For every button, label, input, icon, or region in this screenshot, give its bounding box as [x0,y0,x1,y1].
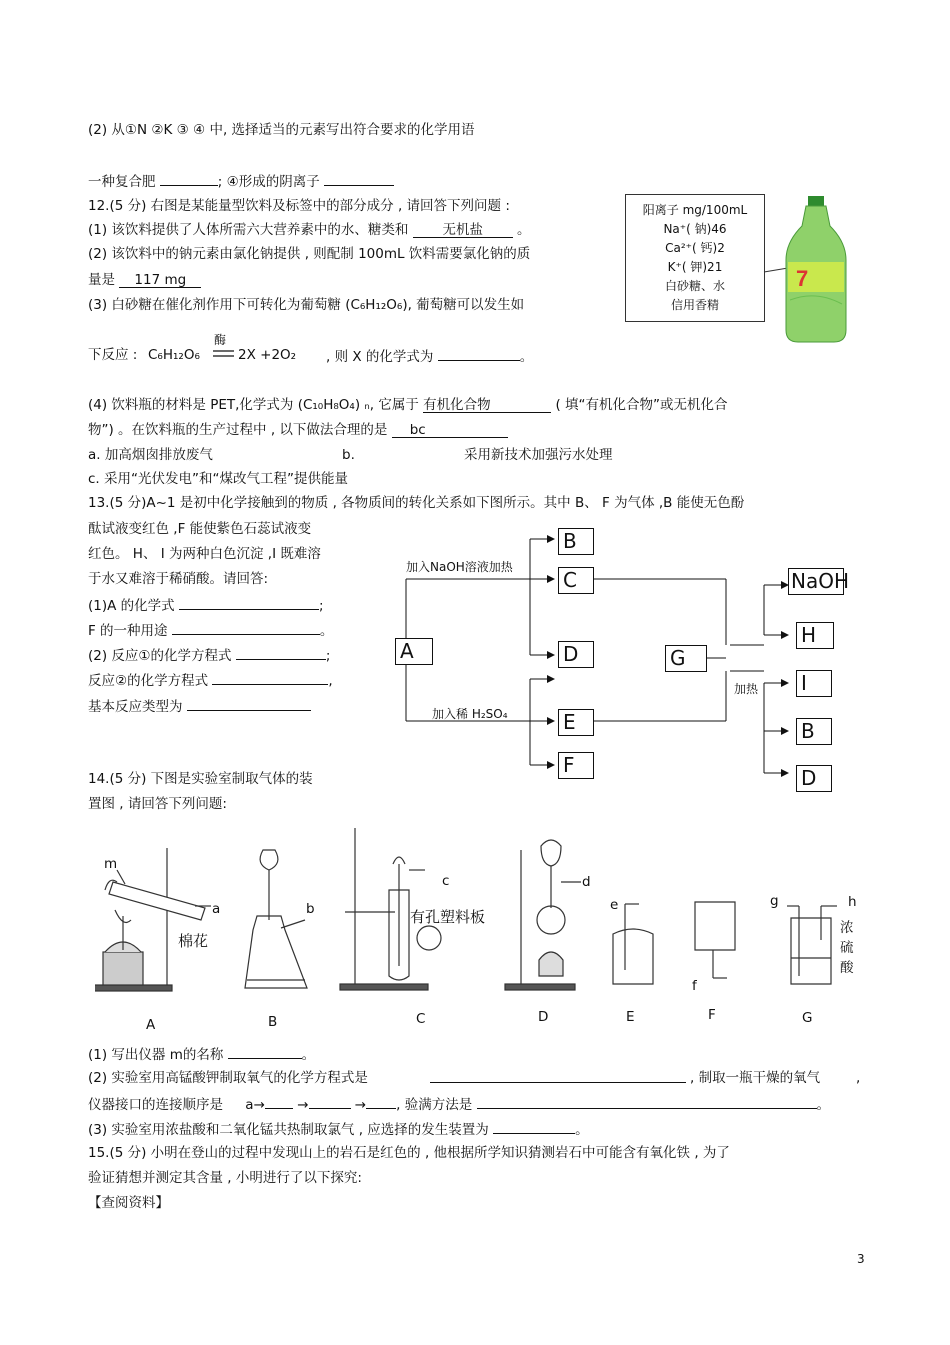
q12-p4-answer: 有机化合物 [423,396,551,413]
q14-head1: 14.(5 分) 下图是实验室制取气体的装 [88,771,313,787]
q12-p4b: ( 填“有机化合物”或无机化合 [555,397,728,413]
q12-p4c: 物”) 。在饮料瓶的生产过程中 , 以下做法合理的是 [88,422,388,438]
q12-p4a: (4) 饮料瓶的材料是 PET,化学式为 (C₁₀H₈O₄) ₙ, 它属于 [88,397,419,413]
q13-q1b-text: F 的一种用途 [88,623,168,639]
q12-p1 [88,221,531,239]
label-line: Na⁺( 钠)46 [663,222,727,236]
node-B: B [558,528,594,555]
blank [228,1044,302,1059]
q13-l3: 红色。 H、 I 为两种白色沉淀 ,I 既难溶 [88,546,321,562]
q14-p1-text: (1) 写出仪器 m的名称 [88,1047,224,1063]
q12-p3c [326,346,533,366]
q13-q2c [88,696,311,716]
enzyme-condition: 酶 [214,333,227,347]
node-H: H [796,622,834,649]
q14-p2c: 仪器接口的连接顺序是 [88,1097,223,1113]
apparatus-F [695,902,735,978]
q13-q2a-text: (2) 反应①的化学方程式 [88,648,232,664]
q13-q2b: 反应②的化学方程式 , [88,670,333,690]
node-B2: B [796,718,832,745]
blank [493,1119,575,1134]
q12-p2a: (2) 该饮料中的钠元素由氯化钠提供 , 则配制 100mL 饮料需要氯化钠的质 [88,246,531,262]
blank [236,645,326,660]
blank [212,670,328,685]
drink-label-box [625,194,765,322]
apparatus-label-C: C [416,1011,426,1027]
label-g: g [770,893,779,909]
q12-p1-text: (1) 该饮料提供了人体所需六大营养素中的水、糖类和 [88,222,409,238]
node-E: E [558,709,594,736]
q12-p2b [88,271,201,289]
blank [366,1094,396,1109]
option-b: b. [342,447,355,463]
equals-sign [212,348,236,360]
q14-p2c-line: 仪器接口的连接顺序是 a→ → → , 验满方法是 。 [88,1094,830,1114]
label-line: K⁺( 钾)21 [667,260,723,274]
q11-part2-line: (2) 从①N ②K ③ ④ 中, 选择适当的元素写出符合要求的化学用语 [88,122,475,138]
label-c: c [442,873,450,889]
q12-p4 [88,396,727,414]
label-acid [840,918,854,978]
q13-heading: 13.(5 分)A~1 是初中化学接触到的物质 , 各物质间的转化关系如下图所示。其中 B、 F 为气体 ,B 能使无色酚 [88,495,745,511]
q13-q1b: F 的一种用途 。 [88,620,333,640]
node-F: F [558,752,594,779]
q11-line2 [88,171,394,191]
q14-p3-text: (3) 实验室用浓盐酸和二氧化锰共热制取氯气 , 应选择的发生装置为 [88,1122,489,1138]
q12-p3-end: 。 [519,349,534,365]
drink-bottle-image [760,190,860,350]
label-m: m [104,856,118,872]
acid-char: 硫 [840,940,854,956]
blank [179,595,319,610]
q13-q1a: (1)A 的化学式 ; [88,595,324,615]
apparatus-label-B: B [268,1014,278,1030]
q12-p2-answer: 117 mg [119,271,201,288]
arrow-top-label: 加入NaOH溶液加热 [406,560,513,574]
blank [172,620,320,635]
q14-p2b: , 制取一瓶干燥的氧气 [690,1070,821,1086]
blank [438,346,520,361]
q12-p3c-text: , 则 X 的化学式为 [326,349,434,365]
q15-l2: 验证猜想并测定其含量 , 小明进行了以下探究: [88,1170,362,1186]
apparatus-label-D: D [538,1009,549,1025]
node-NaOH: NaOH [788,568,844,595]
heat-label: 加热 [734,682,759,696]
reaction-left: C₆H₁₂O₆ [148,347,200,363]
q13-q2b-text: 反应②的化学方程式 [88,673,209,689]
blank [265,1094,293,1109]
label-line: 白砂糖、水 [664,279,725,293]
q12-p3b: 下反应 : [88,347,138,363]
blank [309,1094,351,1109]
q14-p2g: , 验满方法是 [396,1097,473,1113]
q14-p2e: → [297,1097,309,1113]
label-f: f [692,978,697,994]
apparatus-E [613,904,653,984]
q13-q2c-text: 基本反应类型为 [88,699,183,715]
q11-line2-b: ; ④形成的阴离子 [217,174,320,190]
page-number: 3 [857,1252,865,1266]
option-b-text: 采用新技术加强污水处理 [464,447,613,463]
label-line: 阳离子 mg/100mL [642,203,748,217]
apparatus-label-A: A [146,1017,156,1033]
label-a: a [212,901,221,917]
blank [477,1094,817,1109]
arrow-bottom-label: 加入稀 H₂SO₄ [432,707,508,721]
q11-line2-a: 一种复合肥 [88,174,156,190]
node-I: I [796,670,832,697]
label-e: e [610,897,619,913]
q12-p3: (3) 白砂糖在催化剂作用下可转化为葡萄糖 (C₆H₁₂O₆), 葡萄糖可以发生如 [88,297,525,313]
option-c: c. 采用“光伏发电”和“煤改气工程”提供能量 [88,471,348,487]
q14-p2d: a→ [245,1097,265,1113]
blank [160,171,218,186]
apparatus-label-E: E [626,1009,635,1025]
label-h: h [848,894,857,910]
node-D: D [558,641,594,668]
apparatus-label-G: G [802,1010,813,1026]
q12-p2b-text: 量是 [88,272,115,288]
q13-l2: 酞试液变红色 ,F 能使紫色石蕊试液变 [88,521,312,537]
node-G: G [665,645,707,672]
label-d: d [582,874,591,890]
option-a: a. 加高烟囱排放废气 [88,447,213,463]
reaction-right: 2X +2O₂ [238,347,297,363]
node-C: C [558,567,594,594]
q15-l1: 15.(5 分) 小明在登山的过程中发现山上的岩石是红色的 , 他根据所学知识猜测岩石中可能含有氧化铁 , 为了 [88,1145,730,1161]
q12-p4c-line [88,421,508,439]
blank [430,1068,686,1083]
q14-p2a: (2) 实验室用高锰酸钾制取氧气的化学方程式是 [88,1070,368,1086]
node-A: A [395,638,433,665]
node-D2: D [796,765,832,792]
svg-text:7: 7 [796,266,809,291]
label-line: 信用香精 [670,298,719,312]
label-b: b [306,901,315,917]
apparatus-B [245,850,307,988]
apparatus-label-F: F [708,1007,716,1023]
label-cotton: 棉花 [178,932,209,950]
apparatus-G [787,906,837,984]
acid-char: 酸 [840,960,854,976]
q13-q1a-text: (1)A 的化学式 [88,598,175,614]
q14-p1: (1) 写出仪器 m的名称 。 [88,1044,315,1064]
q13-l4: 于水又难溶于稀硝酸。请回答: [88,571,269,587]
label-board: 有孔塑料板 [410,908,486,926]
acid-char: 浓 [840,920,854,936]
q14-head2: 置图 , 请回答下列问题: [88,796,227,812]
blank [187,696,311,711]
q15-l3: 【查阅资料】 [88,1195,169,1211]
q12-p1-answer: 无机盐 [413,221,513,238]
q12-p1-end: 。 [517,222,531,238]
q12-p4-answer2: bc [392,421,508,438]
comma: , [856,1070,861,1086]
drink-label-lines [626,201,764,315]
q14-p2f: → [354,1097,367,1113]
label-line: Ca²⁺( 钙)2 [665,241,725,255]
q12-heading: 12.(5 分) 右图是某能量型饮料及标签中的部分成分 , 请回答下列问题 : [88,198,510,214]
blank [324,171,394,186]
apparatus-D [505,840,581,990]
q13-q2a: (2) 反应①的化学方程式 ; [88,645,330,665]
q14-p3: (3) 实验室用浓盐酸和二氧化锰共热制取氯气 , 应选择的发生装置为 。 [88,1119,589,1139]
